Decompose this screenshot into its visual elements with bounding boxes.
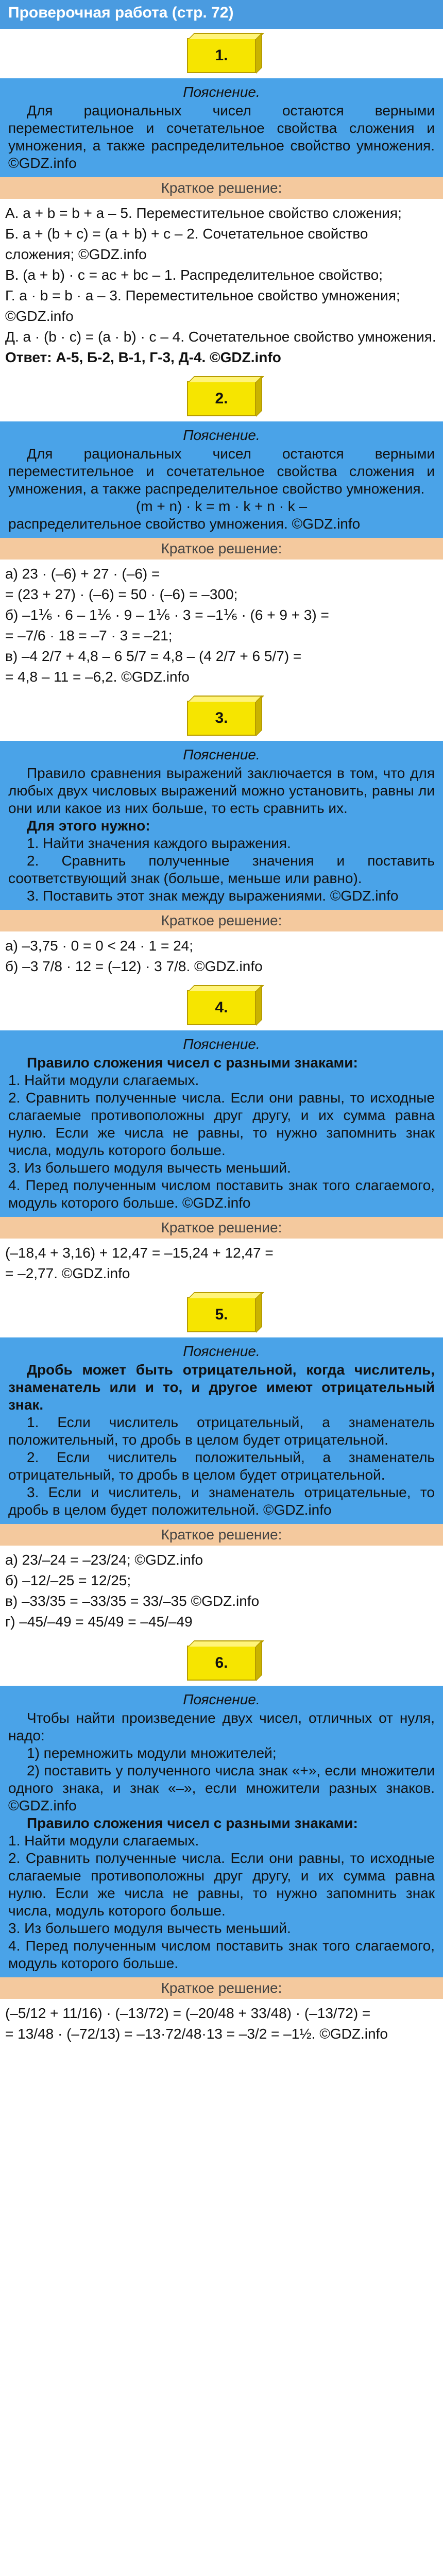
answer-line: Ответ: А-5, Б-2, В-1, Г-3, Д-4. ©GDZ.info [5, 349, 281, 365]
explanation-heading: Пояснение. [183, 747, 260, 762]
task-5 [0, 1288, 443, 1636]
explanation-text: Дробь может быть отрицательной, когда числитель, знаменатель или и то, и другое имеют отрицательный знак. [8, 1362, 435, 1413]
explanation-text: 3. Из большего модуля вычесть меньший. [8, 1160, 291, 1176]
explanation-text: 1. Найти модули слагаемых. [8, 1072, 199, 1088]
solution-heading: Краткое решение: [0, 910, 443, 931]
explanation-text: 1) перемножить модули множителей; [27, 1745, 277, 1761]
solution-line: б) –1⅙ · 6 – 1⅙ · 9 – 1⅙ · 3 = –1⅙ · (6 + 9 + 3) = [5, 607, 329, 623]
task-6 [0, 1636, 443, 2048]
task-number-badge: 4. [187, 990, 256, 1025]
task-1 [0, 29, 443, 372]
task-number-badge: 6. [187, 1646, 256, 1681]
explanation-text: 3. Если и числитель, и знаменатель отрицательные, то дробь в целом будет положительной. ©GDZ.info [8, 1484, 435, 1518]
solution-line: = –2,77. ©GDZ.info [5, 1265, 130, 1281]
solution-block [0, 1999, 443, 2048]
explanation-text: 2) поставить у полученного числа знак «+», если множители одного знака, и знак «–», если множители разных знаков. ©GDZ.info [8, 1762, 435, 1814]
explanation-heading: Пояснение. [183, 427, 260, 443]
explanation-text: 2. Сравнить полученные числа. Если они равны, то исходные слагаемые противоположны друг другу, и их сумма равна нулю. Если же числа не равны, то нужно запомнить знак числа, модуль которого больше. [8, 1850, 435, 1919]
explanation-formula: (m + n) · k = m · k + n · k – [135, 498, 308, 514]
explanation-text: распределительное свойство умножения. ©GDZ.info [8, 516, 361, 532]
solution-heading: Краткое решение: [0, 1977, 443, 1999]
task-2 [0, 372, 443, 691]
explanation-text: 4. Перед полученным числом поставить знак того слагаемого, модуль которого больше. [8, 1938, 435, 1971]
solution-line: = 4,8 – 11 = –6,2. ©GDZ.info [5, 669, 190, 685]
explanation-text: Для рациональных чисел остаются верными переместительное и сочетательное свойства сложения и умножения, а также распределительное свойство умножения. ©GDZ.info [8, 103, 435, 171]
page-title: Проверочная работа (стр. 72) [0, 0, 443, 29]
solution-line: (–18,4 + 3,16) + 12,47 = –15,24 + 12,47 = [5, 1245, 274, 1261]
solution-heading: Краткое решение: [0, 538, 443, 560]
explanation-text: Чтобы найти произведение двух чисел, отличных от нуля, надо: [8, 1710, 435, 1743]
explanation-text: Правило сравнения выражений заключается в том, что для любых двух числовых выражений можно установить, равны ли они или какое из них больше, то есть сравнить их. [8, 765, 435, 816]
solution-block [0, 199, 443, 372]
solution-heading: Краткое решение: [0, 1217, 443, 1239]
explanation-block [0, 421, 443, 538]
explanation-text: 1. Если числитель отрицательный, а знаменатель положительный, то дробь в целом будет отрицательной. [8, 1414, 435, 1448]
explanation-text: Для этого нужно: [27, 818, 150, 834]
solution-block [0, 1546, 443, 1636]
solution-line: в) –33/35 = –33/35 = 33/–35 ©GDZ.info [5, 1593, 260, 1609]
solution-line: а) 23/–24 = –23/24; ©GDZ.info [5, 1552, 203, 1568]
task-number-badge: 3. [187, 701, 256, 736]
solution-line: = 13/48 · (–72/13) = –13·72/48·13 = –3/2 = –1½. ©GDZ.info [5, 2026, 388, 2042]
solution-line: А. a + b = b + a – 5. Переместительное свойство сложения; [5, 205, 402, 221]
task-number-badge: 1. [187, 38, 256, 73]
explanation-text: Для рациональных чисел остаются верными переместительное и сочетательное свойства сложения и умножения, а также распределительное свойство умножения. [8, 446, 435, 497]
solution-heading: Краткое решение: [0, 1524, 443, 1546]
solution-line: а) –3,75 · 0 = 0 < 24 · 1 = 24; [5, 938, 194, 954]
explanation-text: 3. Из большего модуля вычесть меньший. [8, 1920, 291, 1936]
explanation-text: 4. Перед полученным числом поставить знак того слагаемого, модуль которого больше. ©GDZ.info [8, 1177, 435, 1211]
solution-line: г) –45/–49 = 45/49 = –45/–49 [5, 1614, 193, 1630]
solution-line: Г. a · b = b · a – 3. Переместительное свойство умножения; ©GDZ.info [5, 287, 400, 324]
solution-line: в) –4 2/7 + 4,8 – 6 5/7 = 4,8 – (4 2/7 + 6 5/7) = [5, 648, 302, 664]
explanation-heading: Пояснение. [183, 1691, 260, 1707]
explanation-heading: Пояснение. [183, 1036, 260, 1052]
explanation-block [0, 1337, 443, 1524]
solution-block [0, 560, 443, 691]
task-3 [0, 691, 443, 981]
explanation-block [0, 741, 443, 910]
solution-heading: Краткое решение: [0, 177, 443, 199]
explanation-text: Правило сложения чисел с разными знаками: [27, 1815, 358, 1831]
solution-line: = (23 + 27) · (–6) = 50 · (–6) = –300; [5, 586, 238, 602]
task-number-badge: 5. [187, 1297, 256, 1332]
solution-block [0, 1239, 443, 1288]
explanation-block [0, 1686, 443, 1977]
task-4 [0, 981, 443, 1288]
explanation-text: 3. Поставить этот знак между выражениями. ©GDZ.info [27, 888, 399, 904]
solution-line: Б. a + (b + c) = (a + b) + c – 2. Сочетательное свойство сложения; ©GDZ.info [5, 226, 368, 262]
solution-line: В. (a + b) · c = ac + bc – 1. Распределительное свойство; [5, 267, 383, 283]
explanation-text: 2. Если числитель положительный, а знаменатель отрицательный, то дробь в целом будет отрицательной. [8, 1449, 435, 1483]
explanation-heading: Пояснение. [183, 84, 260, 100]
explanation-text: 1. Найти модули слагаемых. [8, 1833, 199, 1849]
explanation-text: 1. Найти значения каждого выражения. [27, 835, 291, 851]
solution-line: б) –12/–25 = 12/25; [5, 1572, 131, 1588]
solution-block [0, 931, 443, 981]
explanation-heading: Пояснение. [183, 1343, 260, 1359]
solution-line: б) –3 7/8 · 12 = (–12) · 3 7/8. ©GDZ.info [5, 958, 263, 974]
solution-line: (–5/12 + 11/16) · (–13/72) = (–20/48 + 33/48) · (–13/72) = [5, 2005, 371, 2021]
explanation-text: 2. Сравнить полученные значения и поставить соответствующий знак (больше, меньше или равно). [8, 853, 435, 886]
explanation-text: Правило сложения чисел с разными знаками: [27, 1055, 358, 1071]
explanation-block [0, 1030, 443, 1217]
solution-line: = –7/6 · 18 = –7 · 3 = –21; [5, 628, 173, 643]
explanation-block [0, 78, 443, 177]
solution-line: а) 23 · (–6) + 27 · (–6) = [5, 566, 160, 582]
solution-line: Д. a · (b · c) = (a · b) · c – 4. Сочетательное свойство умножения. [5, 329, 436, 345]
task-number-badge: 2. [187, 381, 256, 416]
explanation-text: 2. Сравнить полученные числа. Если они равны, то исходные слагаемые противоположны друг другу, и их сумма равна нулю. Если же числа не равны, то нужно запомнить знак числа, модуль которого больше. [8, 1090, 435, 1158]
